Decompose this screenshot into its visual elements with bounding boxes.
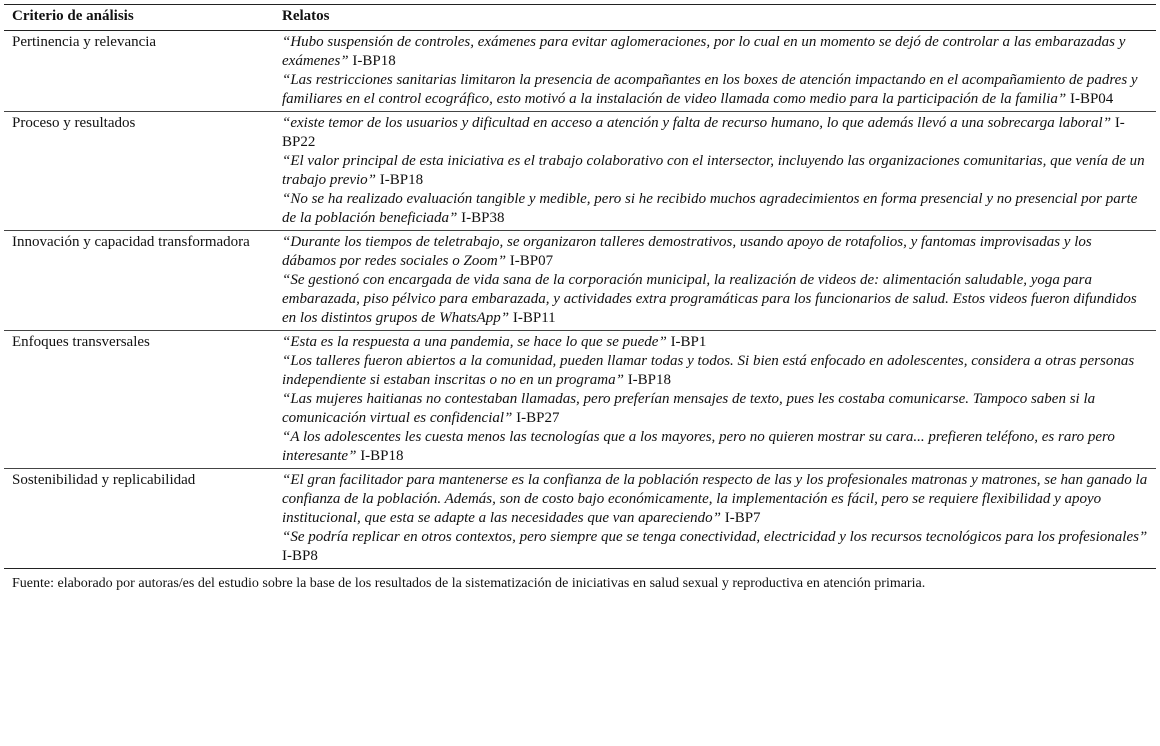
quote-item <box>282 152 1148 190</box>
criterion-cell: Sostenibilidad y replicabilidad <box>12 472 196 488</box>
quote-code: I-BP18 <box>352 53 396 69</box>
quote-text: “Esta es la respuesta a una pandemia, se hace lo que se puede” <box>282 334 667 350</box>
quote-item <box>282 33 1148 71</box>
quotes-cell <box>274 469 1156 569</box>
quote-text: “El valor principal de esta iniciativa es el trabajo colaborativo con el intersector, incluyendo las organizaciones comunitarias, que venía de un trabajo previo” <box>282 153 1145 188</box>
header-criterio: Criterio de análisis <box>12 8 134 24</box>
table-body <box>4 31 1156 569</box>
criterion-cell: Innovación y capacidad transformadora <box>12 234 250 250</box>
quote-code: I-BP27 <box>516 410 560 426</box>
quote-item <box>282 271 1148 328</box>
quote-text: “Se podría replicar en otros contextos, pero siempre que se tenga conectividad, electricidad y los recursos tecnológicos para los profesionales” <box>282 529 1148 545</box>
quote-code: I-BP18 <box>627 372 672 388</box>
header-relatos: Relatos <box>282 8 330 24</box>
quote-item <box>282 333 1148 352</box>
quote-text: “A los adolescentes les cuesta menos las tecnologías que a los mayores, pero no quieren mostrar su cara... prefieren teléfono, es raro pero interesante” <box>282 429 1115 464</box>
quote-text: “El gran facilitador para mantenerse es la confianza de la población respecto de las y los profesionales matronas y matrones, se han ganado la confianza de la población. Además, son de costo bajo económicamente, la implementación es fácil, pero se requiere flexibilidad y apoyo institucional, que esta se adapte a las necesidades que van apareciendo” <box>282 472 1148 526</box>
quote-item <box>282 352 1148 390</box>
quote-item <box>282 471 1148 528</box>
quote-text: “Hubo suspensión de controles, exámenes para evitar aglomeraciones, por lo cual en un momento se dejó de controlar a las embarazadas y exámenes” <box>282 34 1126 69</box>
quote-text: “Las restricciones sanitarias limitaron la presencia de acompañantes en los boxes de atención impactando en el acompañamiento de padres y familiares en el control ecográfico, esto motivó a la instalación de video llamada como medio para la participación de la familia” <box>282 72 1138 107</box>
quote-text: “Durante los tiempos de teletrabajo, se organizaron talleres demostrativos, usando apoyo de rotafolios, y fantomas improvisadas y los dábamos por redes sociales o Zoom” <box>282 234 1092 269</box>
quote-text: “existe temor de los usuarios y dificultad en acceso a atención y falta de recurso humano, lo que además llevó a una sobrecarga laboral” <box>282 115 1112 131</box>
table-header-row <box>4 5 1156 31</box>
quote-item <box>282 114 1148 152</box>
quote-code: I-BP11 <box>512 310 556 326</box>
quote-code: I-BP04 <box>1069 91 1114 107</box>
quote-code: I-BP1 <box>670 334 707 350</box>
quote-code: I-BP18 <box>379 172 424 188</box>
document-page <box>4 4 1156 593</box>
quote-text: “Los talleres fueron abiertos a la comunidad, pueden llamar todas y todos. Si bien está enfocado en adolescentes, considera a otras personas independiente si estaban inscritas o no en un programa” <box>282 353 1135 388</box>
quote-code: I-BP8 <box>282 548 318 564</box>
table-row <box>4 112 1156 231</box>
quote-code: I-BP7 <box>724 510 761 526</box>
table-row <box>4 331 1156 469</box>
criterion-cell: Proceso y resultados <box>12 115 136 131</box>
quote-text: “Se gestionó con encargada de vida sana de la corporación municipal, la realización de videos de: alimentación saludable, yoga para embarazada, piso pélvico para embarazada, y actividades extra programáticas para los funcionarios de salud. Estos videos fueron difundidos en los distintos grupos de WhatsApp” <box>282 272 1137 326</box>
quote-code: I-BP38 <box>461 210 505 226</box>
quotes-cell <box>274 231 1156 331</box>
criterion-cell: Enfoques transversales <box>12 334 150 350</box>
quote-code: I-BP07 <box>509 253 554 269</box>
table-row <box>4 231 1156 331</box>
table-row <box>4 469 1156 569</box>
quotes-cell <box>274 31 1156 112</box>
analysis-table <box>4 4 1156 569</box>
table-row <box>4 31 1156 112</box>
quote-text: “Las mujeres haitianas no contestaban llamadas, pero preferían mensajes de texto, pues les costaba comunicarse. Tampoco saben si la comunicación virtual es confidencial” <box>282 391 1096 426</box>
quote-item <box>282 233 1148 271</box>
quote-code: I-BP22 <box>282 115 1125 150</box>
quote-item <box>282 71 1148 109</box>
quotes-cell <box>274 112 1156 231</box>
source-note: Fuente: elaborado por autoras/es del estudio sobre la base de los resultados de la sistematización de iniciativas en salud sexual y reproductiva en atención primaria. <box>12 576 926 591</box>
quote-item <box>282 428 1148 466</box>
criterion-cell: Pertinencia y relevancia <box>12 34 157 50</box>
quote-item <box>282 390 1148 428</box>
quote-code: I-BP18 <box>360 448 404 464</box>
quotes-cell <box>274 331 1156 469</box>
quote-text: “No se ha realizado evaluación tangible y medible, pero si he recibido muchos agradecimientos en forma presencial y no presencial por parte de la población beneficiada” <box>282 191 1138 226</box>
quote-item <box>282 528 1148 566</box>
quote-item <box>282 190 1148 228</box>
